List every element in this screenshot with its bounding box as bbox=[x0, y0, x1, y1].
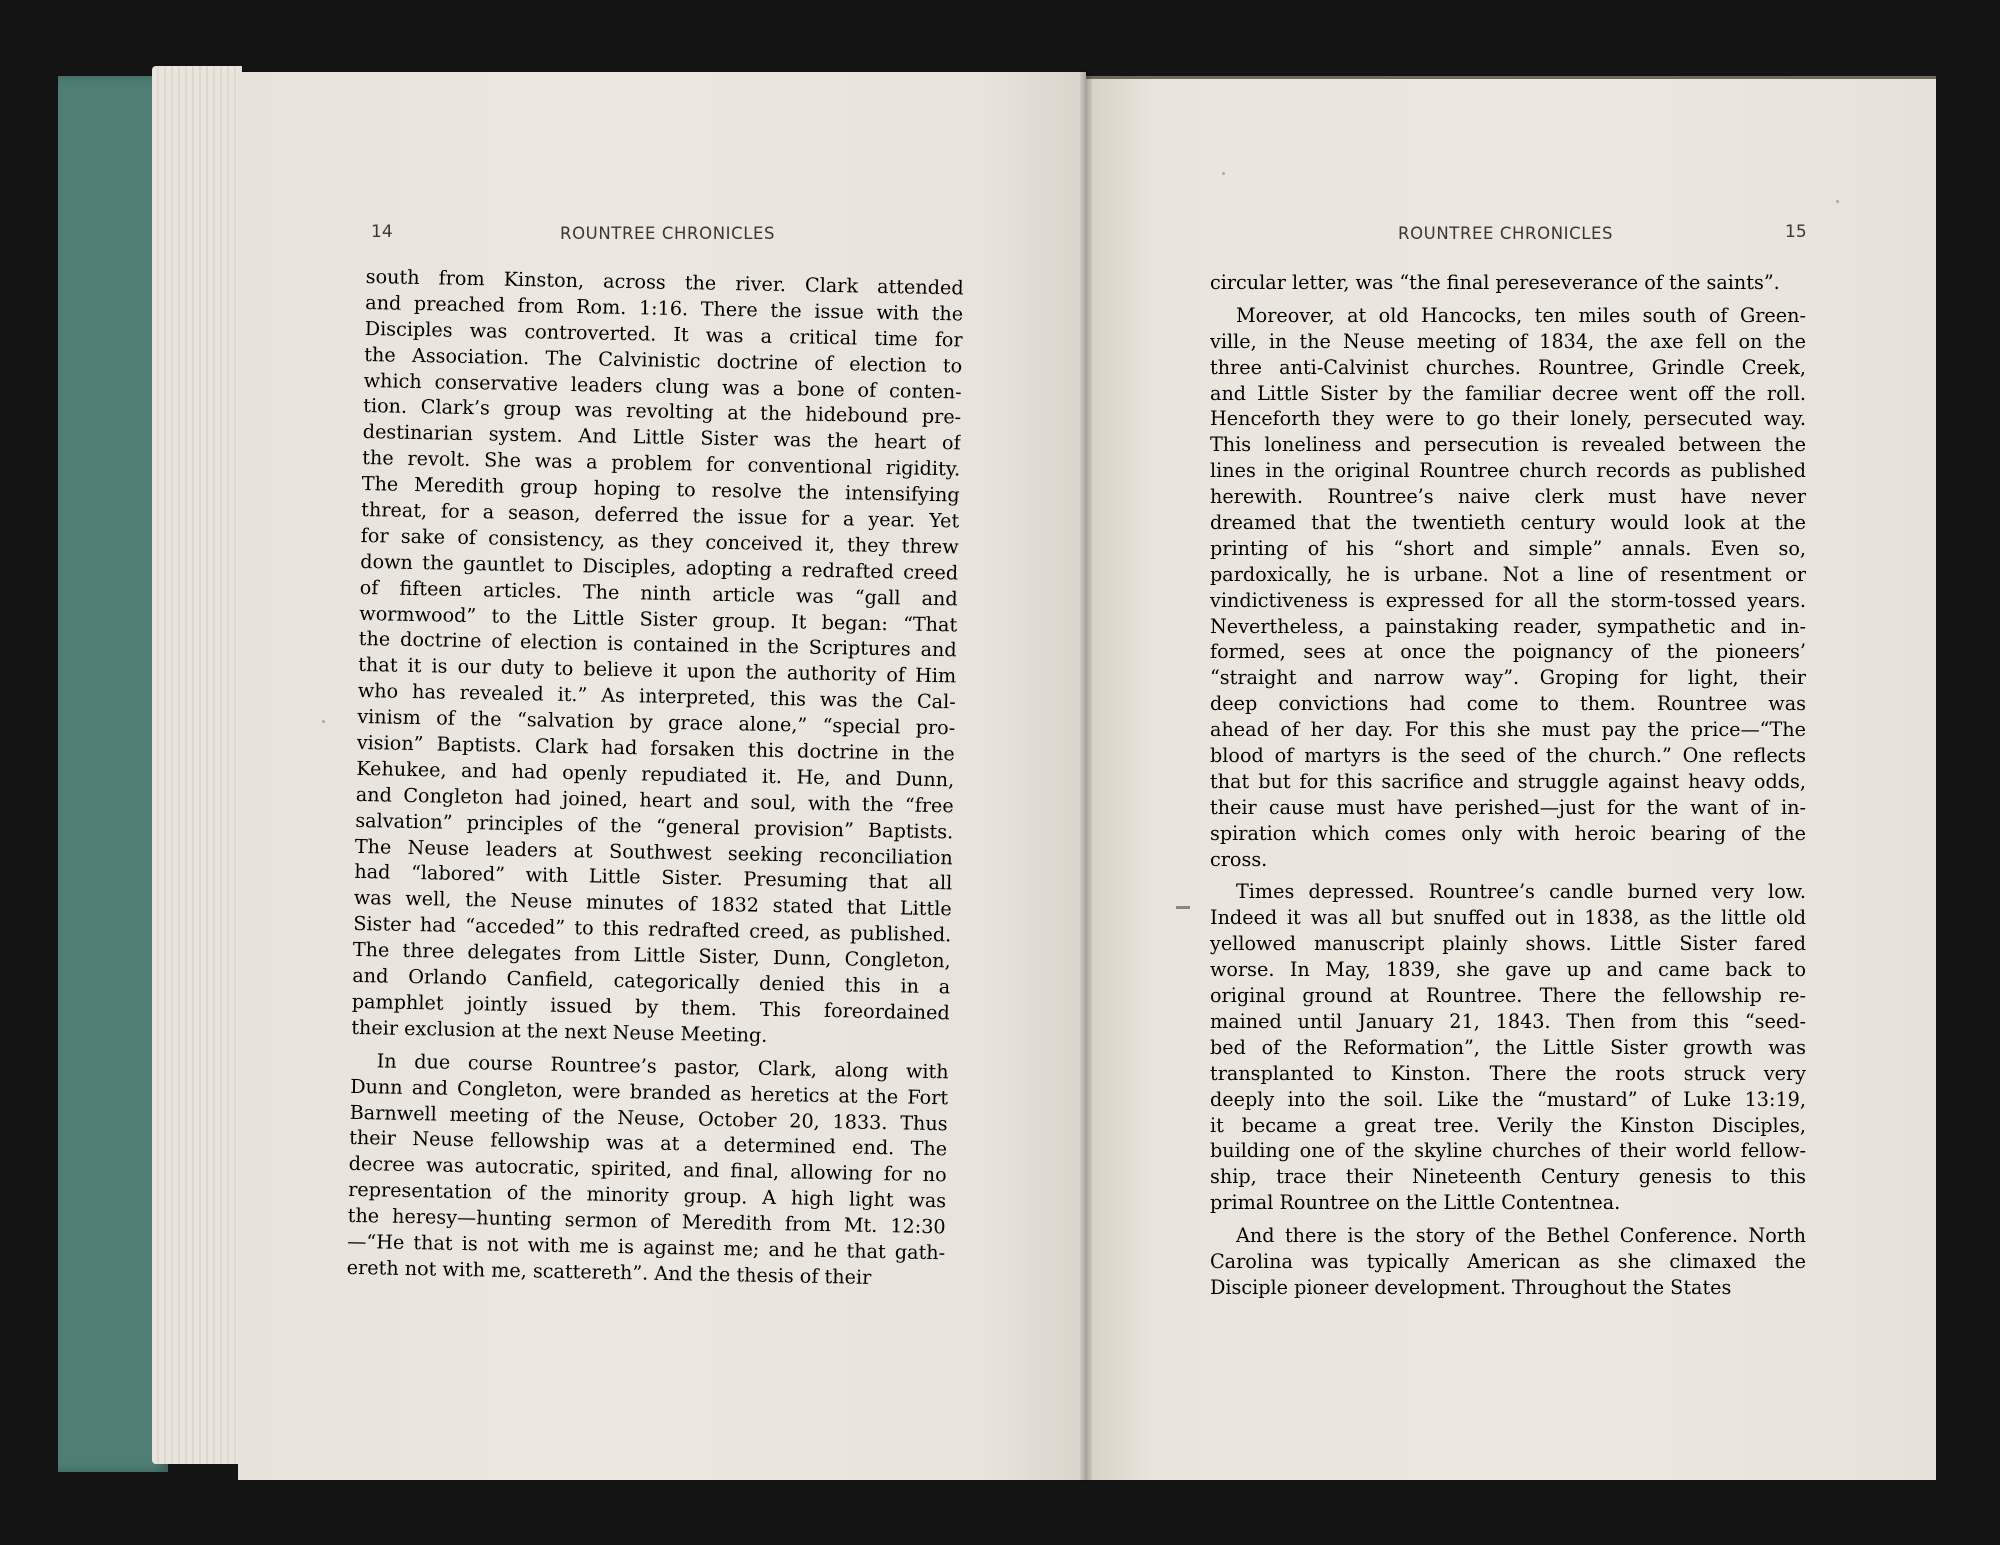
text-line: Barnwell meeting of the Neuse, October 20, 1833. Thus bbox=[349, 1100, 948, 1135]
text-line: the heresy—hunting sermon of Meredith from Mt. 12:30 bbox=[347, 1203, 946, 1239]
right-running-head: ROUNTREE CHRONICLES bbox=[1398, 224, 1614, 243]
text-line: The three delegates from Little Sister, Dunn, Congleton, bbox=[352, 938, 951, 973]
text-line: south from Kinston, across the river. Clark attended bbox=[365, 264, 964, 300]
left-running-head: ROUNTREE CHRONICLES bbox=[560, 224, 776, 243]
text-line: Indeed it was all but snuffed out in 1838, as the little old bbox=[1210, 906, 1806, 930]
text-line: for sake of consistency, as they conceived it, they threw bbox=[360, 523, 959, 559]
text-line: Disciples was controverted. It was a critical time for bbox=[364, 316, 963, 352]
text-line: their Neuse fellowship was at a determined end. The bbox=[349, 1126, 948, 1161]
text-line: that but for this sacrifice and struggle against heavy odds, bbox=[1210, 769, 1806, 793]
text-line: pamphlet jointly issued by them. This foreordained bbox=[351, 989, 950, 1025]
text-line: and preached from Rom. 1:16. There the issue with the bbox=[365, 290, 964, 326]
paragraph-gap bbox=[1210, 296, 1806, 303]
paragraph bbox=[1210, 1223, 1806, 1301]
text-line: The Meredith group hoping to resolve the intensifying bbox=[361, 472, 960, 507]
text-line: and Orlando Canfield, categorically denied this in a bbox=[352, 963, 951, 999]
text-line: mained until January 21, 1843. Then from this “seed- bbox=[1210, 1009, 1806, 1033]
text-line: threat, for a season, deferred the issue for a year. Yet bbox=[361, 497, 960, 533]
text-line: wormwood” to the Little Sister group. It began: “That bbox=[359, 601, 958, 636]
book-gutter bbox=[1080, 70, 1092, 1482]
right-page-number: 15 bbox=[1785, 222, 1807, 242]
text-line: pardoxically, he is urbane. Not a line of resentment or bbox=[1210, 562, 1806, 586]
left-page-number: 14 bbox=[371, 222, 393, 242]
text-line: formed, sees at once the poignancy of the pioneers’ bbox=[1210, 640, 1806, 664]
margin-mark bbox=[1176, 906, 1190, 909]
text-line: ahead of her day. For this she must pay the price—“The bbox=[1210, 718, 1806, 742]
text-line: yellowed manuscript plainly shows. Little Sister fared bbox=[1210, 932, 1806, 956]
text-line: In due course Rountree’s pastor, Clark, along with bbox=[376, 1049, 949, 1084]
text-line: Henceforth they were to go their lonely, persecuted way. bbox=[1210, 407, 1806, 431]
paper-speck bbox=[322, 720, 325, 723]
text-line: the doctrine of election is contained in the Scriptures and bbox=[358, 627, 957, 662]
paper-speck bbox=[1222, 172, 1225, 175]
text-line: salvation” principles of the “general provision” Baptists. bbox=[355, 808, 954, 844]
text-line: lines in the original Rountree church records as published bbox=[1210, 459, 1806, 483]
text-line: had “labored” with Little Sister. Presuming that all bbox=[354, 860, 953, 895]
text-line: This loneliness and persecution is revealed between the bbox=[1210, 433, 1806, 457]
text-line: who has revealed it.” As interpreted, this was the Cal- bbox=[357, 679, 956, 714]
text-line: that it is our duty to believe it upon the authority of Him bbox=[358, 653, 957, 688]
left-page-text bbox=[346, 264, 963, 1292]
text-line: the revolt. She was a problem for conventional rigidity. bbox=[362, 446, 961, 481]
paragraph bbox=[1210, 270, 1806, 296]
text-line: their exclusion at the next Neuse Meeting. bbox=[351, 1015, 768, 1047]
text-line: which conservative leaders clung was a bone of conten- bbox=[363, 368, 962, 404]
text-line: their cause must have perished—just for the want of in- bbox=[1210, 795, 1806, 819]
text-line: deeply into the soil. Like the “mustard” of Luke 13:19, bbox=[1210, 1087, 1806, 1111]
text-line: Nevertheless, a painstaking reader, sympathetic and in- bbox=[1210, 614, 1806, 638]
text-line: and Congleton had joined, heart and soul, with the “free bbox=[355, 782, 954, 818]
text-line: transplanted to Kinston. There the roots struck very bbox=[1210, 1061, 1806, 1085]
paragraph bbox=[351, 264, 964, 1052]
text-line: primal Rountree on the Little Contentnea. bbox=[1210, 1191, 1621, 1215]
text-line: deep convictions had come to them. Rountree was bbox=[1210, 692, 1806, 716]
text-line: vindictiveness is expressed for all the storm-tossed years. bbox=[1210, 588, 1806, 612]
paragraph-gap bbox=[1210, 1216, 1806, 1223]
text-line: herewith. Rountree’s naive clerk must have never bbox=[1210, 485, 1806, 509]
text-line: ereth not with me, scattereth”. And the thesis of their bbox=[346, 1255, 872, 1289]
text-line: printing of his “short and simple” annals. Even so, bbox=[1210, 536, 1806, 560]
right-page-text bbox=[1210, 270, 1806, 1301]
paragraph bbox=[1210, 879, 1806, 1216]
text-line: dreamed that the twentieth century would look at the bbox=[1210, 511, 1806, 535]
text-line: down the gauntlet to Disciples, adopting a redrafted creed bbox=[360, 549, 959, 585]
text-line: was well, the Neuse minutes of 1832 stated that Little bbox=[353, 886, 952, 921]
text-line: Sister had “acceded” to this redrafted creed, as published. bbox=[353, 912, 952, 947]
text-line: decree was autocratic, spirited, and final, allowing for no bbox=[348, 1152, 947, 1187]
text-line: And there is the story of the Bethel Conference. North bbox=[1236, 1224, 1806, 1248]
text-line: building one of the skyline churches of their world fellow- bbox=[1210, 1139, 1806, 1163]
text-line: Dunn and Congleton, were branded as heretics at the Fort bbox=[349, 1074, 949, 1109]
text-line: Carolina was typically American as she climaxed the bbox=[1210, 1249, 1806, 1273]
page-edges bbox=[152, 66, 242, 1464]
text-line: it became a great tree. Verily the Kinston Disciples, bbox=[1210, 1113, 1806, 1137]
text-line: Moreover, at old Hancocks, ten miles south of Green- bbox=[1236, 303, 1806, 327]
text-line: bed of the Reformation”, the Little Sister growth was bbox=[1210, 1035, 1806, 1059]
text-line: cross. bbox=[1210, 847, 1268, 871]
paragraph-gap bbox=[1210, 872, 1806, 879]
text-line: Disciple pioneer development. Throughout the States bbox=[1210, 1275, 1732, 1299]
text-line: representation of the minority group. A high light was bbox=[348, 1178, 947, 1213]
text-line: three anti-Calvinist churches. Rountree, Grindle Creek, bbox=[1210, 355, 1806, 379]
text-line: Times depressed. Rountree’s candle burned very low. bbox=[1236, 880, 1806, 904]
text-line: the Association. The Calvinistic doctrine of election to bbox=[364, 342, 963, 378]
text-line: —“He that is not with me is against me; and he that gath- bbox=[347, 1229, 946, 1265]
text-line: vinism of the “salvation by grace alone,” “special pro- bbox=[357, 705, 956, 740]
text-line: spiration which comes only with heroic bearing of the bbox=[1210, 821, 1806, 845]
text-line: destinarian system. And Little Sister was the heart of bbox=[362, 420, 961, 455]
text-line: circular letter, was “the final pereseverance of the saints”. bbox=[1210, 271, 1780, 294]
text-line: Kehukee, and had openly repudiated it. He, and Dunn, bbox=[356, 756, 955, 792]
text-line: ville, in the Neuse meeting of 1834, the axe fell on the bbox=[1210, 329, 1806, 353]
paragraph bbox=[1210, 303, 1806, 873]
text-line: and Little Sister by the familiar decree went off the roll. bbox=[1210, 381, 1806, 405]
paragraph bbox=[346, 1048, 948, 1292]
text-line: blood of martyrs is the seed of the church.” One reflects bbox=[1210, 744, 1806, 768]
text-line: vision” Baptists. Clark had forsaken this doctrine in the bbox=[356, 730, 955, 766]
text-line: original ground at Rountree. There the fellowship re- bbox=[1210, 984, 1806, 1008]
text-line: The Neuse leaders at Southwest seeking reconciliation bbox=[354, 834, 953, 869]
text-line: “straight and narrow way”. Groping for light, their bbox=[1210, 666, 1806, 690]
text-line: worse. In May, 1839, she gave up and came back to bbox=[1210, 958, 1806, 982]
paper-speck bbox=[1836, 200, 1839, 203]
text-line: ship, trace their Nineteenth Century genesis to this bbox=[1210, 1165, 1806, 1189]
text-line: tion. Clark’s group was revolting at the hidebound pre- bbox=[363, 394, 962, 429]
text-line: of fifteen articles. The ninth article was “gall and bbox=[359, 575, 958, 611]
